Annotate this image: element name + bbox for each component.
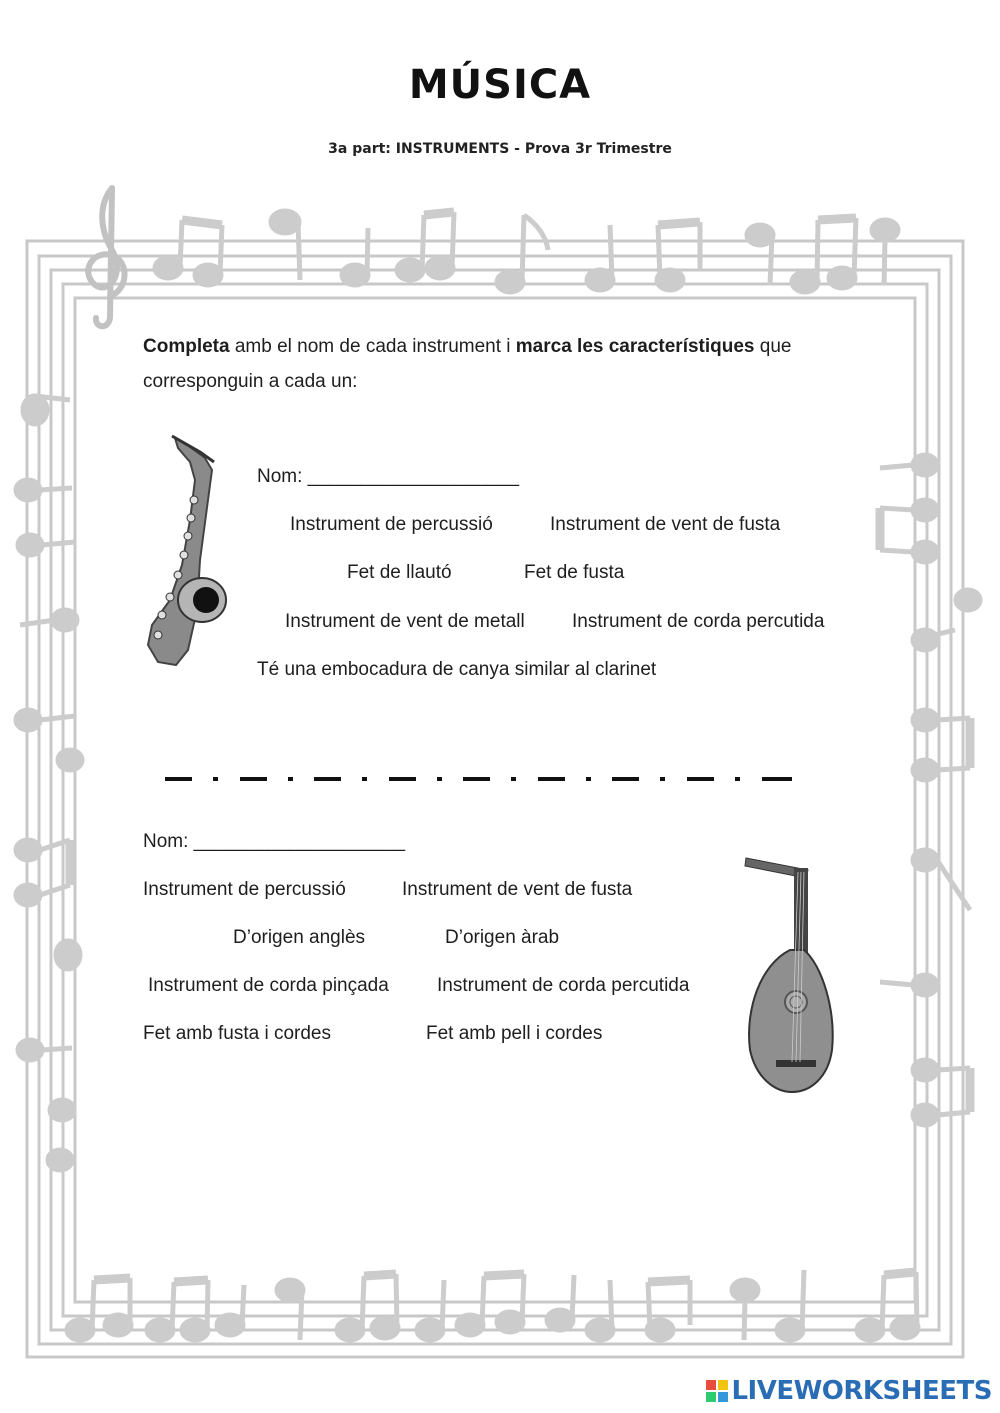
page-title: MÚSICA — [408, 62, 592, 108]
instructions-bold-completa: Completa — [143, 336, 230, 357]
liveworksheets-logo — [706, 1376, 992, 1406]
instructions-bold-marca: marca les característiques — [515, 336, 755, 357]
name-input-1[interactable]: Nom: ____________________ — [257, 466, 520, 487]
instructions-text-1: amb el nom de cada instrument i — [229, 336, 516, 357]
logo-text: LIVEWORKSHEETS — [731, 1376, 992, 1406]
option-origen-angles[interactable]: D’origen anglès — [233, 927, 366, 948]
option-percussio-1[interactable]: Instrument de percussió — [290, 514, 493, 535]
instructions-line-2: corresponguin a cada un: — [143, 371, 358, 392]
saxophone-icon — [148, 436, 226, 665]
option-vent-fusta-2[interactable]: Instrument de vent de fusta — [402, 879, 633, 900]
option-vent-metall[interactable]: Instrument de vent de metall — [285, 611, 525, 632]
logo-square-4 — [718, 1392, 728, 1402]
name-input-2[interactable]: Nom: ____________________ — [143, 831, 406, 852]
logo-square-1 — [706, 1380, 716, 1390]
option-origen-arab[interactable]: D’origen àrab — [445, 927, 560, 948]
logo-badge-icon — [706, 1380, 728, 1402]
logo-square-2 — [718, 1380, 728, 1390]
music-notes-right-icon — [880, 455, 980, 1125]
option-corda-percutida-1[interactable]: Instrument de corda percutida — [572, 611, 825, 632]
logo-square-3 — [706, 1392, 716, 1402]
option-embocadura-canya[interactable]: Té una embocadura de canya similar al clarinet — [257, 659, 657, 680]
option-percussio-2[interactable]: Instrument de percussió — [143, 879, 346, 900]
option-fusta-cordes[interactable]: Fet amb fusta i cordes — [143, 1023, 331, 1044]
option-corda-pincada[interactable]: Instrument de corda pinçada — [148, 975, 389, 996]
treble-clef-icon — [88, 188, 124, 326]
lute-icon — [745, 858, 833, 1092]
page-subtitle: 3a part: INSTRUMENTS - Prova 3r Trimestre — [328, 141, 672, 157]
option-vent-fusta-1[interactable]: Instrument de vent de fusta — [550, 514, 781, 535]
option-fet-fusta[interactable]: Fet de fusta — [524, 562, 625, 583]
music-notes-top-icon — [155, 211, 898, 292]
option-pell-cordes[interactable]: Fet amb pell i cordes — [426, 1023, 603, 1044]
option-fet-llauto[interactable]: Fet de llautó — [347, 562, 452, 583]
option-corda-percutida-2[interactable]: Instrument de corda percutida — [437, 975, 690, 996]
instructions-line-1 — [143, 335, 791, 359]
instructions-text-2: que — [754, 336, 792, 357]
